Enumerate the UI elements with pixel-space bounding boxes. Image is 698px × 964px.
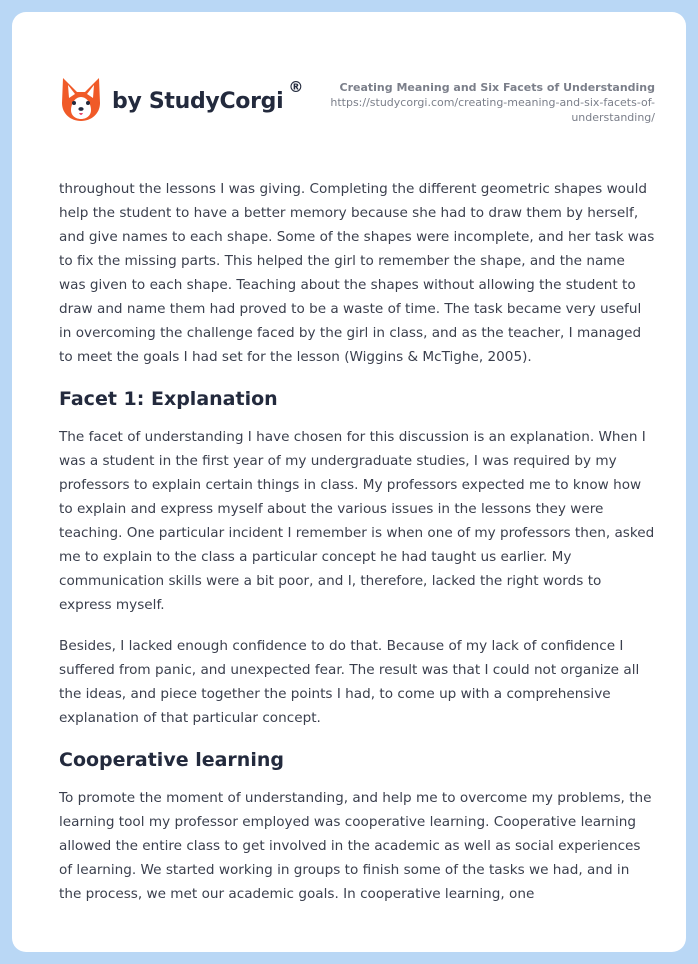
source-title: Creating Meaning and Six Facets of Understanding (339, 81, 655, 94)
corgi-logo-icon (60, 76, 102, 122)
intro-paragraph: throughout the lessons I was giving. Completing the different geometric shapes would help the student to have a better memory because she had to draw them by herself, and give names to each shape. Some of the shapes were incomplete, and her task was to fix the missing parts. This helped the girl to remember the shape, and the name was given to each shape. Teaching about the shapes without allowing the student to draw and name them had proved to be a waste of time. The task became very useful in overcoming the challenge faced by the girl in class, and as the teacher, I managed to meet the goals I had set for the lesson (Wiggins & McTighe, 2005). (59, 181, 655, 365)
document-page (12, 12, 686, 952)
section-heading-explanation: Facet 1: Explanation (59, 388, 278, 410)
paragraph: To promote the moment of understanding, and help me to overcome my problems, the learning tool my professor employed was cooperative learning. Cooperative learning allowed the entire class to get involved in the academic as well as social experiences of learning. We started working in groups to finish some of the tasks we had, and in the process, we met our academic goals. In cooperative learning, one (59, 790, 652, 902)
paragraph: The facet of understanding I have chosen for this discussion is an explanation. When I was a student in the first year of my undergraduate studies, I was required by my professors to explain certain things in class. My professors expected me to know how to explain and express myself about the various issues in the lessons they were teaching. One particular incident I remember is when one of my professors then, asked me to explain to the class a particular concept he had taught us earlier. My communication skills were a bit poor, and I, therefore, lacked the right words to express myself. (59, 429, 655, 613)
source-info (295, 80, 655, 125)
article-body (59, 177, 655, 923)
brand-name: by StudyCorgi (112, 88, 284, 114)
section-heading-cooperative-learning: Cooperative learning (59, 749, 284, 771)
registered-mark: ® (288, 78, 304, 96)
brand-logo[interactable] (60, 76, 303, 122)
page-header (12, 12, 686, 152)
source-url[interactable]: https://studycorgi.com/creating-meaning-and-six-facets-of-understanding/ (330, 96, 655, 124)
paragraph: Besides, I lacked enough confidence to do that. Because of my lack of confidence I suffered from panic, and unexpected fear. The result was that I could not organize all the ideas, and piece together the points I had, to come up with a comprehensive explanation of that particular concept. (59, 638, 640, 726)
